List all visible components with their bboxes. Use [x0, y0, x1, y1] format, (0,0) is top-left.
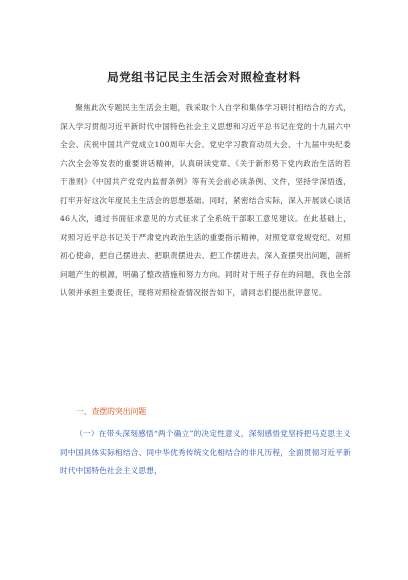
intro-paragraph: 聚焦此次专题民主生活会主题，我采取个人自学和集体学习研讨相结合的方式，深入学习贯彻习近平新时代中国特色社会主义思想和习近平总书记在党的十九届六中全会、庆祝中国共产党成立100周年大会、党史学习教育动员大会、十九届中央纪委六次全会等发表的重要讲话精神，认真研读党章、《关于新形势下党内政治生活的若干准则》《中国共产党党内监督条例》等有关会前必读条例、文件，坚持学深悟透，打牢开好这次年度民主生活会的思想基础。同时，紧密结合实际，深入开展谈心谈话46人次，通过书面征求意见的方式征求了全系统干部职工意见建议。在此基础上，对照习近平总书记关于严肃党内政治生活的重要指示精神，对照党章党规党纪、对照初心使命，把自己摆进去、把职责摆进去、把工作摆进去，深入查摆突出问题，剖析问题产生的根源，明确了整改措施和努力方向。同时对于班子存在的问题，我也全部认领并承担主要责任，现将对照检查情况报告如下，请同志们提出批评意见。 — [60, 103, 351, 298]
blue-paragraph: （一）在带头深刻感悟“两个确立”的决定性意义，深刻感悟党坚持把马克思主义同中国具体实际相结合、同中华优秀传统文化相结合的非凡历程，全面贯彻习近平新时代中国特色社会主义思想， — [60, 429, 351, 476]
section-heading: 一、查摆的突出问题 — [76, 407, 147, 416]
document-title: 局党组书记民主生活会对照检查材料 — [107, 70, 301, 84]
